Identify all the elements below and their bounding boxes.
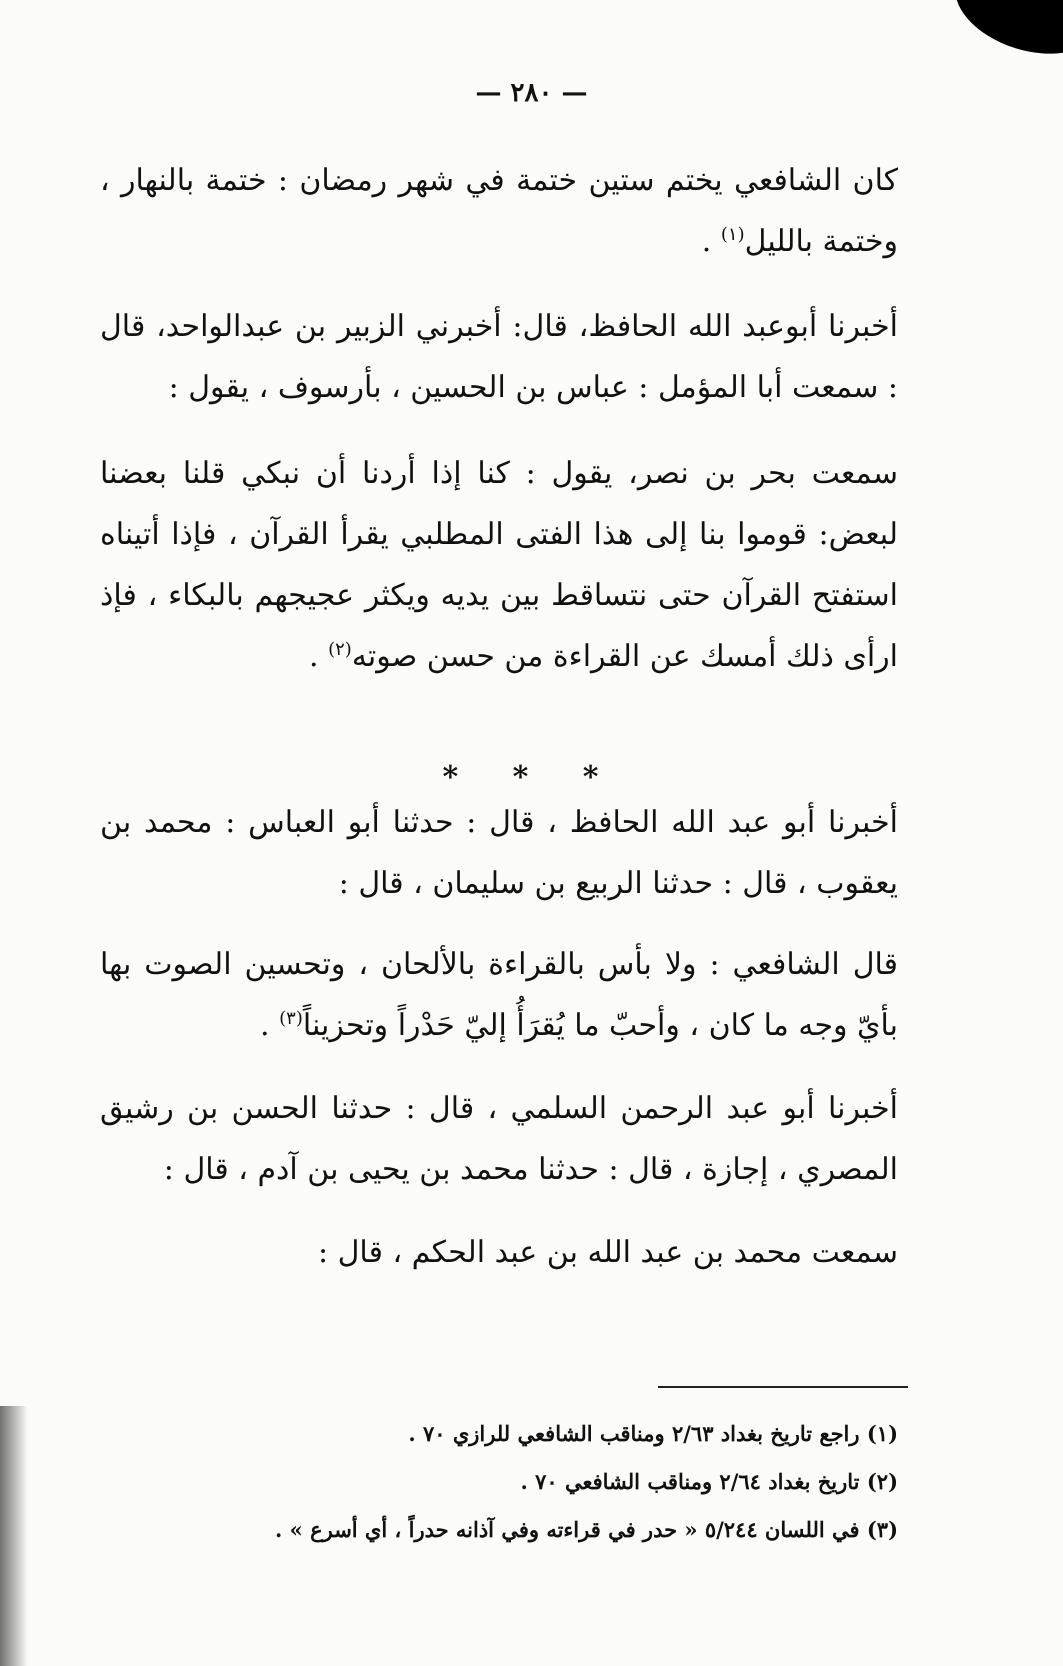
paragraph-1 [100, 150, 898, 272]
scan-corner-blot [943, 0, 1063, 71]
footnote-ref-3: (٣) [279, 1008, 303, 1029]
footnote-2: (٢) تاريخ بغداد ٢/٦٤ ومناقب الشافعي ٧٠ . [520, 1469, 898, 1494]
page-number: — ٢٨٠ — [475, 78, 588, 108]
scan-spine-shadow [0, 1406, 28, 1666]
paragraph-5-text: قال الشافعي : ولا بأس بالقراءة بالألحان ، وتحسين الصوت بها بأيّ وجه ما كان ، وأحبّ ما يُقرَأُ إليّ حَدْراً وتحزيناً [100, 947, 898, 1043]
footnotes [180, 1410, 898, 1554]
paragraph-6: أخبرنا أبو عبد الرحمن السلمي ، قال : حدثنا الحسن بن رشيق المصري ، إجازة ، قال : حدثنا محمد بن يحيى بن آدم ، قال : [100, 1091, 898, 1187]
paragraph-5-end: . [260, 1008, 280, 1043]
paragraph-1-text: كان الشافعي يختم ستين ختمة في شهر رمضان : ختمة بالنهار ، وختمة بالليل [100, 163, 898, 259]
paragraph-1-end: . [701, 224, 721, 259]
paragraph-2: أخبرنا أبوعبد الله الحافظ، قال: أخبرني الزبير بن عبدالواحد، قال : سمعت أبا المؤمل : عباس بن الحسين ، بأرسوف ، يقول : [100, 309, 898, 405]
paragraph-7: سمعت محمد بن عبد الله بن عبد الحكم ، قال : [317, 1235, 898, 1270]
paragraph-5 [100, 934, 898, 1056]
footnote-ref-1: (١) [720, 224, 745, 245]
paragraph-3-text: سمعت بحر بن نصر، يقول : كنا إذا أردنا أن نبكي قلنا بعضنا لبعض: قوموا بنا إلى هذا الفتى المطلبي يقرأ القرآن ، فإذا أتيناه استفتح القرآن حتى نتساقط بين يديه ويكثر عجيجهم بالبكاء ، فإذ ارأى ذلك أمسك عن القراءة من حسن صوته [100, 456, 898, 674]
section-separator: * * * [442, 760, 621, 795]
paragraph-3 [100, 443, 898, 687]
footnote-1: (١) راجع تاريخ بغداد ٢/٦٣ ومناقب الشافعي للرازي ٧٠ . [408, 1421, 898, 1446]
paragraph-4: أخبرنا أبو عبد الله الحافظ ، قال : حدثنا أبو العباس : محمد بن يعقوب ، قال : حدثنا الربيع بن سليمان ، قال : [100, 805, 898, 901]
footnote-ref-2: (٢) [328, 639, 352, 660]
footnote-3: (٣) في اللسان ٥/٢٤٤ « حدر في قراءته وفي آذانه حدراً ، أي أسرع » . [275, 1517, 898, 1542]
footnote-rule [658, 1386, 908, 1388]
paragraph-3-end: . [309, 639, 329, 674]
